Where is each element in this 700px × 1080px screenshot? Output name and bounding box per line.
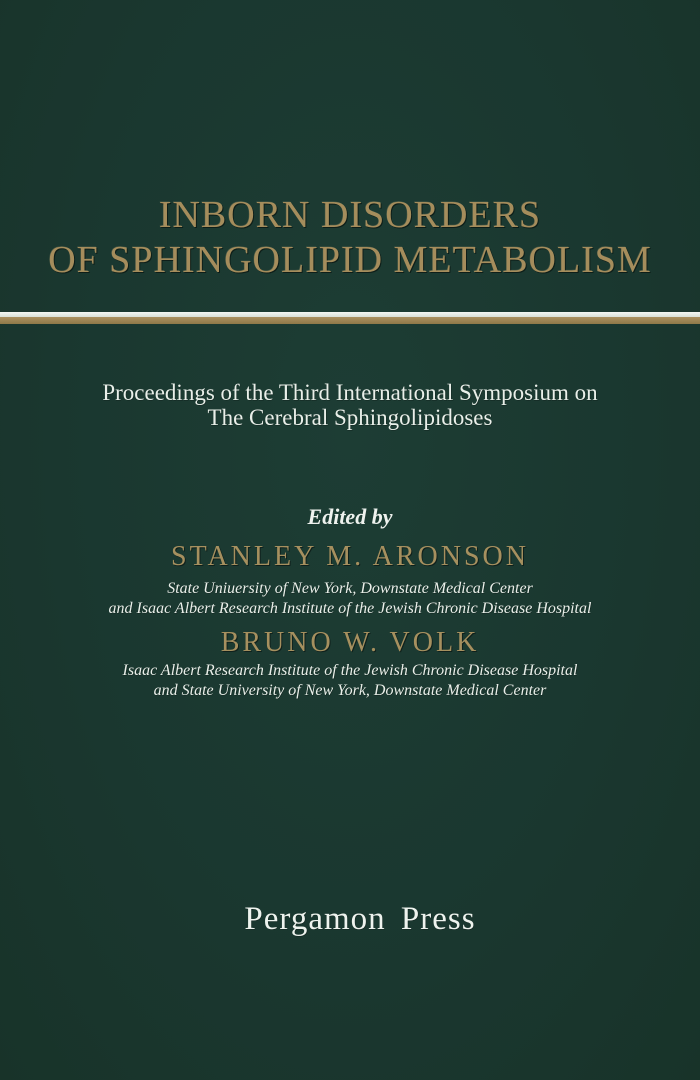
book-title-line2: OF SPHINGOLIPID METABOLISM	[48, 239, 652, 281]
editor-affiliation-volk	[0, 661, 700, 701]
divider-gold-band	[0, 317, 700, 324]
editor-affiliation-aronson-line2: and Isaac Albert Research Institute of the Jewish Chronic Disease Hospital	[108, 600, 592, 617]
editor-affiliation-volk-line1: Isaac Albert Research Institute of the Jewish Chronic Disease Hospital	[122, 662, 578, 679]
editor-affiliation-aronson	[0, 579, 700, 619]
editor-affiliation-aronson-line1: State Uniuersity of New York, Downstate Medical Center	[167, 580, 533, 597]
book-title-line1: INBORN DISORDERS	[158, 194, 542, 236]
editor-name-volk: BRUNO W. VOLK	[220, 627, 480, 658]
horizontal-divider	[0, 312, 700, 324]
editor-name-aronson: STANLEY M. ARONSON	[171, 541, 529, 572]
edited-by-label: Edited by	[307, 504, 393, 529]
subtitle-line2: The Cerebral Sphingolipidoses	[207, 405, 493, 430]
book-subtitle	[0, 380, 700, 430]
editor-affiliation-volk-line2: and State University of New York, Downstate Medical Center	[153, 682, 547, 699]
publisher-name: Pergamon Press	[244, 901, 476, 937]
book-title	[0, 193, 700, 283]
subtitle-line1: Proceedings of the Third International Symposium on	[102, 380, 598, 405]
